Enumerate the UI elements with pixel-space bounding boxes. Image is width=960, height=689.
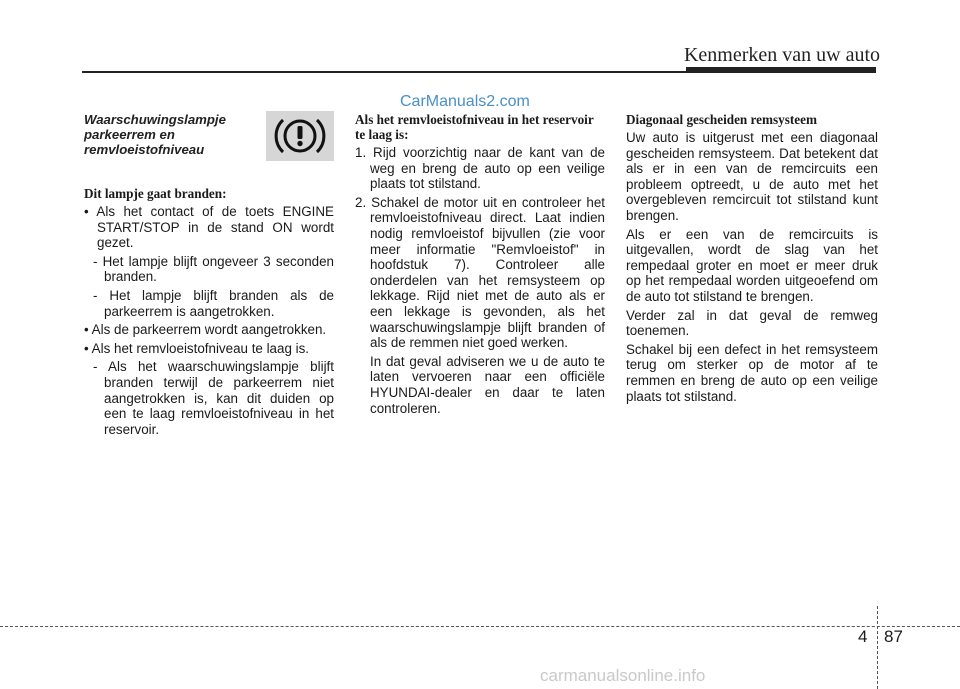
footer-divider (0, 626, 960, 627)
list-item: - Het lampje blijft branden als de parkeerrem is aangetrokken. (93, 287, 334, 319)
watermark-bottom: carmanualsonline.info (540, 666, 706, 685)
section-number: 4 (858, 627, 868, 646)
subheading-diagonal-brake: Diagonaal gescheiden remsysteem (626, 112, 817, 127)
watermark-top: CarManuals2.com (400, 93, 530, 110)
paragraph: Schakel bij een defect in het remsysteem terug om sterker op de motor af te remmen en breng de auto op een veilige plaats tot stilstand. (626, 341, 878, 404)
section-title: Kenmerken van uw auto (683, 44, 880, 66)
list-item: - Het lampje blijft ongeveer 3 seconden branden. (93, 253, 334, 285)
paragraph: Uw auto is uitgerust met een diagonaal gescheiden remsysteem. Dat betekent dat als er in een van de remcircuits een probleem optreedt, u de auto met het overgebleven remcircuit tot stilstand kunt brengen. (626, 130, 878, 223)
paragraph: In dat geval adviseren we u de auto te laten vervoeren naar een officiële HYUNDAI-dealer en daar te laten controleren. (370, 353, 605, 416)
list-item: - Als het waarschuwingslampje blijft branden terwijl de parkeerrem niet aangetrokken is, kan dit duiden op een te laag remvloeistofniveau in het reservoir. (93, 359, 334, 437)
header-rule (82, 71, 876, 73)
list-item: 1. Rijd voorzichtig naar de kant van de weg en breng de auto op een veilige plaats tot stilstand. (355, 145, 605, 192)
list-item: • Als het contact of de toets ENGINE START/STOP in de stand ON wordt gezet. (84, 204, 334, 251)
warning-light-title: Waarschuwingslampje parkeerrem en remvloeistofniveau (84, 112, 226, 157)
paragraph: Als er een van de remcircuits is uitgevallen, wordt de slag van het rempedaal groter en moet er meer druk op het rempedaal worden uitgeoefend om de auto tot stilstand te brengen. (626, 226, 878, 304)
list-item: 2. Schakel de motor uit en controleer het remvloeistofniveau direct. Laat indien nodig remvloeistof bijvullen (zie voor meer informatie "Remvloeistof" in hoofdstuk 7). Controleer alle onderdelen van het remsysteem op lekkage. Rijd niet met de auto als er een lekkage is gevonden, als het waarschuwingslampje blijft branden of als de remmen niet goed werken. (355, 194, 605, 351)
list-item: • Als de parkeerrem wordt aangetrokken. (84, 322, 327, 338)
paragraph: Verder zal in dat geval de remweg toenemen. (626, 307, 878, 339)
column-right (626, 112, 878, 404)
subheading-lamp-on: Dit lampje gaat branden: (84, 186, 227, 201)
subheading-low-fluid: Als het remvloeistofniveau in het reservoir te laag is: (355, 112, 594, 142)
column-left (84, 112, 334, 437)
list-item: • Als het remvloeistofniveau te laag is. (84, 340, 310, 356)
column-middle (355, 112, 605, 416)
footer-vertical-divider (877, 606, 878, 689)
page-number: 87 (884, 627, 903, 646)
